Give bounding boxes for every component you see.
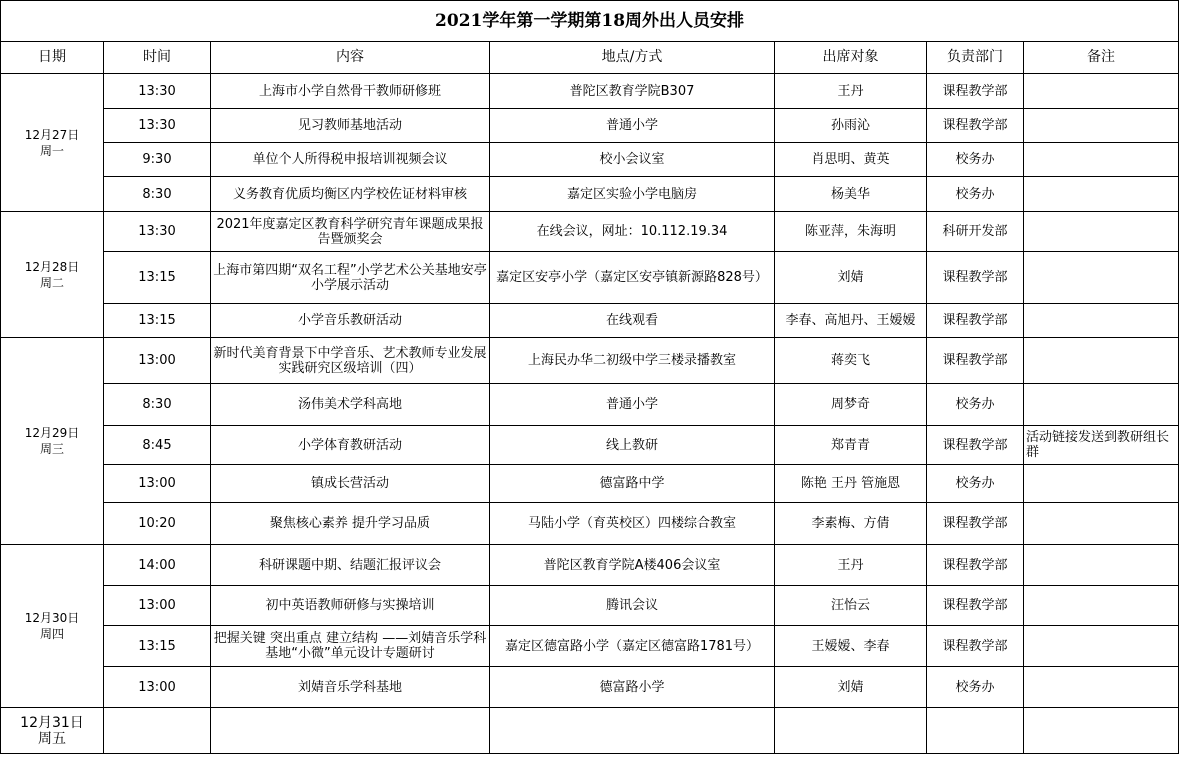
table-row — [1, 384, 1179, 426]
dept-cell: 校务办 — [927, 143, 1024, 177]
table-row — [1, 586, 1179, 626]
dept-cell: 课程教学部 — [927, 503, 1024, 545]
time-cell: 13:00 — [104, 465, 211, 503]
dept-cell: 课程教学部 — [927, 109, 1024, 143]
date-label: 12月29日 — [24, 426, 80, 440]
date-label: 12月28日 — [24, 259, 80, 274]
note-cell — [1024, 304, 1179, 338]
content-cell: 见习教师基地活动 — [211, 109, 490, 143]
table-row — [1, 74, 1179, 109]
dept-cell: 校务办 — [927, 465, 1024, 503]
content-cell: 初中英语教师研修与实操培训 — [211, 586, 490, 626]
person-cell: 郑青青 — [775, 426, 927, 465]
weekday-label: 周五 — [38, 730, 66, 747]
date-cell — [1, 338, 104, 545]
dept-cell: 课程教学部 — [927, 626, 1024, 667]
person-cell: 肖思明、黄英 — [775, 143, 927, 177]
content-cell: 上海市小学自然骨干教师研修班 — [211, 74, 490, 109]
table-row — [1, 109, 1179, 143]
date-label: 12月30日 — [24, 611, 80, 625]
note-cell — [1024, 626, 1179, 667]
date-cell — [1, 545, 104, 708]
dept-cell: 校务办 — [927, 177, 1024, 212]
content-cell: 镇成长营活动 — [211, 465, 490, 503]
table-row — [1, 252, 1179, 304]
column-header: 内容 — [211, 42, 490, 74]
note-cell — [1024, 74, 1179, 109]
content-cell: 小学体育教研活动 — [211, 426, 490, 465]
time-cell: 13:00 — [104, 338, 211, 384]
person-cell: 王丹 — [775, 545, 927, 586]
place-cell: 上海民办华二初级中学三楼录播教室 — [490, 338, 775, 384]
time-cell: 9:30 — [104, 143, 211, 177]
date-label: 12月27日 — [24, 127, 80, 142]
dept-cell — [927, 708, 1024, 754]
note-cell: 活动链接发送到教研组长群 — [1024, 426, 1179, 465]
person-cell: 周梦奇 — [775, 384, 927, 426]
note-cell — [1024, 545, 1179, 586]
time-cell: 13:30 — [104, 212, 211, 252]
dept-cell: 校务办 — [927, 384, 1024, 426]
table-row — [1, 667, 1179, 708]
weekday-label: 周三 — [39, 442, 64, 456]
note-cell — [1024, 212, 1179, 252]
place-cell: 嘉定区实验小学电脑房 — [490, 177, 775, 212]
table-row — [1, 426, 1179, 465]
content-cell: 新时代美育背景下中学音乐、艺术教师专业发展实践研究区级培训（四） — [211, 338, 490, 384]
time-cell — [104, 708, 211, 754]
column-header: 出席对象 — [775, 42, 927, 74]
column-header: 地点/方式 — [490, 42, 775, 74]
dept-cell: 科研开发部 — [927, 212, 1024, 252]
time-cell: 14:00 — [104, 545, 211, 586]
weekday-label: 周四 — [39, 627, 64, 641]
dept-cell: 课程教学部 — [927, 304, 1024, 338]
dept-cell: 课程教学部 — [927, 252, 1024, 304]
column-header: 备注 — [1024, 42, 1179, 74]
time-cell: 8:30 — [104, 177, 211, 212]
person-cell: 王丹 — [775, 74, 927, 109]
person-cell — [775, 708, 927, 754]
person-cell: 王嫒嫒、李春 — [775, 626, 927, 667]
dept-cell: 课程教学部 — [927, 74, 1024, 109]
time-cell: 8:30 — [104, 384, 211, 426]
content-cell: 刘婧音乐学科基地 — [211, 667, 490, 708]
time-cell: 13:15 — [104, 304, 211, 338]
table-row — [1, 338, 1179, 384]
dept-cell: 课程教学部 — [927, 545, 1024, 586]
table-row — [1, 626, 1179, 667]
place-cell: 校小会议室 — [490, 143, 775, 177]
place-cell: 嘉定区安亭小学（嘉定区安亭镇新源路828号） — [490, 252, 775, 304]
table-row — [1, 177, 1179, 212]
place-cell: 腾讯会议 — [490, 586, 775, 626]
date-label: 12月31日 — [20, 714, 84, 731]
content-cell: 2021年度嘉定区教育科学研究青年课题成果报告暨颁奖会 — [211, 212, 490, 252]
content-cell: 把握关键 突出重点 建立结构 ——刘婧音乐学科基地“小微”单元设计专题研讨 — [211, 626, 490, 667]
place-cell: 马陆小学（育英校区）四楼综合教室 — [490, 503, 775, 545]
person-cell: 陈亚萍，朱海明 — [775, 212, 927, 252]
person-cell: 刘婧 — [775, 667, 927, 708]
note-cell — [1024, 338, 1179, 384]
place-cell — [490, 708, 775, 754]
person-cell: 陈艳 王丹 管施恩 — [775, 465, 927, 503]
table-row — [1, 212, 1179, 252]
dept-cell: 校务办 — [927, 667, 1024, 708]
place-cell: 嘉定区德富路小学（嘉定区德富路1781号） — [490, 626, 775, 667]
content-cell: 单位个人所得税申报培训视频会议 — [211, 143, 490, 177]
time-cell: 13:30 — [104, 74, 211, 109]
date-cell — [1, 708, 104, 754]
column-header: 日期 — [1, 42, 104, 74]
place-cell: 在线观看 — [490, 304, 775, 338]
time-cell: 13:15 — [104, 252, 211, 304]
date-cell — [1, 74, 104, 212]
place-cell: 普陀区教育学院B307 — [490, 74, 775, 109]
content-cell: 上海市第四期“双名工程”小学艺术公关基地安亭小学展示活动 — [211, 252, 490, 304]
header-row — [1, 42, 1179, 74]
dept-cell: 课程教学部 — [927, 338, 1024, 384]
person-cell: 刘婧 — [775, 252, 927, 304]
dept-cell: 课程教学部 — [927, 426, 1024, 465]
weekday-label: 周一 — [39, 143, 64, 158]
place-cell: 德富路小学 — [490, 667, 775, 708]
person-cell: 汪怡云 — [775, 586, 927, 626]
place-cell: 普通小学 — [490, 384, 775, 426]
time-cell: 13:30 — [104, 109, 211, 143]
table-row — [1, 708, 1179, 754]
content-cell: 义务教育优质均衡区内学校佐证材料审核 — [211, 177, 490, 212]
note-cell — [1024, 503, 1179, 545]
person-cell: 李春、高旭丹、王嫒嫒 — [775, 304, 927, 338]
place-cell: 德富路中学 — [490, 465, 775, 503]
content-cell — [211, 708, 490, 754]
table-row — [1, 304, 1179, 338]
content-cell: 小学音乐教研活动 — [211, 304, 490, 338]
time-cell: 13:15 — [104, 626, 211, 667]
place-cell: 普陀区教育学院A楼406会议室 — [490, 545, 775, 586]
place-cell: 在线会议，网址：10.112.19.34 — [490, 212, 775, 252]
time-cell: 8:45 — [104, 426, 211, 465]
note-cell — [1024, 667, 1179, 708]
content-cell: 汤伟美术学科高地 — [211, 384, 490, 426]
place-cell: 线上教研 — [490, 426, 775, 465]
note-cell — [1024, 384, 1179, 426]
column-header: 时间 — [104, 42, 211, 74]
note-cell — [1024, 143, 1179, 177]
time-cell: 13:00 — [104, 586, 211, 626]
table-row — [1, 465, 1179, 503]
note-cell — [1024, 465, 1179, 503]
person-cell: 蒋奕飞 — [775, 338, 927, 384]
table-row — [1, 503, 1179, 545]
note-cell — [1024, 586, 1179, 626]
time-cell: 13:00 — [104, 667, 211, 708]
person-cell: 孙雨沁 — [775, 109, 927, 143]
note-cell — [1024, 252, 1179, 304]
person-cell: 李素梅、方倩 — [775, 503, 927, 545]
note-cell — [1024, 177, 1179, 212]
weekday-label: 周二 — [39, 275, 64, 290]
person-cell: 杨美华 — [775, 177, 927, 212]
content-cell: 聚焦核心素养 提升学习品质 — [211, 503, 490, 545]
note-cell — [1024, 708, 1179, 754]
content-cell: 科研课题中期、结题汇报评议会 — [211, 545, 490, 586]
table-row — [1, 143, 1179, 177]
dept-cell: 课程教学部 — [927, 586, 1024, 626]
place-cell: 普通小学 — [490, 109, 775, 143]
table-row — [1, 545, 1179, 586]
page-title: 2021学年第一学期第18周外出人员安排 — [1, 1, 1179, 42]
column-header: 负责部门 — [927, 42, 1024, 74]
time-cell: 10:20 — [104, 503, 211, 545]
date-cell — [1, 212, 104, 338]
note-cell — [1024, 109, 1179, 143]
